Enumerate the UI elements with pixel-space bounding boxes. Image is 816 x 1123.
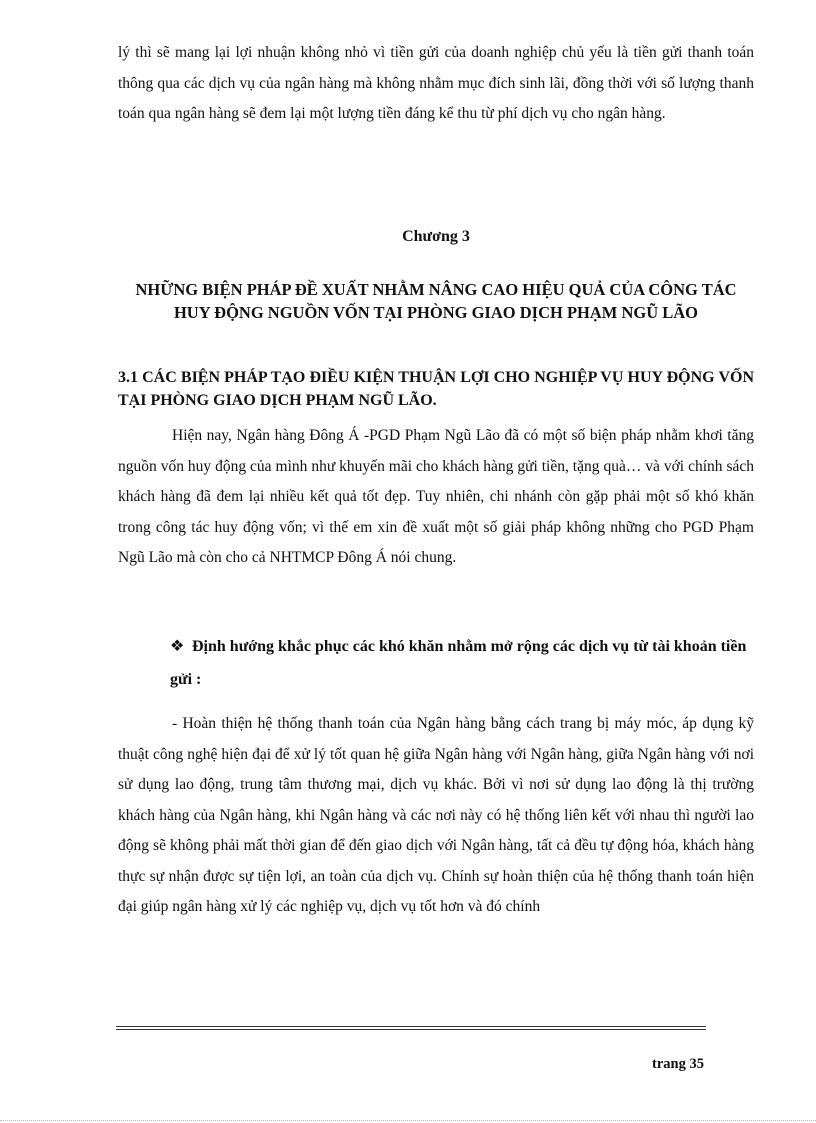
chapter-subtitle: NHỮNG BIỆN PHÁP ĐỀ XUẤT NHẰM NÂNG CAO HIỆU QUẢ CỦA CÔNG TÁC HUY ĐỘNG NGUỒN VỐN TẠI PHÒNG GIAO DỊCH PHẠM NGŨ LÃO xyxy=(135,280,737,322)
page-bottom-border xyxy=(0,1120,816,1122)
footer-divider xyxy=(116,1026,706,1030)
page-number: trang 35 xyxy=(652,1056,704,1072)
section-heading: 3.1 CÁC BIỆN PHÁP TẠO ĐIỀU KIỆN THUẬN LỢI CHO NGHIỆP VỤ HUY ĐỘNG VỐN TẠI PHÒNG GIAO DỊCH PHẠM NGŨ LÃO. xyxy=(118,369,754,409)
bullet-item xyxy=(170,630,754,696)
chapter-title: Chương 3 xyxy=(402,228,470,245)
section-paragraph: Hiện nay, Ngân hàng Đông Á -PGD Phạm Ngũ Lão đã có một số biện pháp nhằm khơi tăng nguồn vốn huy động của mình như khuyến mãi cho khách hàng gửi tiền, tặng quà… và với chính sách khách hàng đã đem lại nhiều kết quả tốt đẹp. Tuy nhiên, chi nhánh còn gặp phải một số khó khăn trong công tác huy động vốn; vì thế em xin đề xuất một số giải pháp không những cho PGD Phạm Ngũ Lão mà còn cho cả NHTMCP Đông Á nói chung. xyxy=(118,427,754,566)
body-paragraph: - Hoàn thiện hệ thống thanh toán của Ngân hàng bằng cách trang bị máy móc, áp dụng kỹ thuật công nghệ hiện đại để xử lý tốt quan hệ giữa Ngân hàng với Ngân hàng, giữa Ngân hàng với nơi sử dụng lao động, trung tâm thương mại, dịch vụ khác. Bởi vì nơi sử dụng lao động là thị trường khách hàng của Ngân hàng, khi Ngân hàng và các nơi này có hệ thống liên kết với nhau thì người lao động sẽ không phải mất thời gian để đến giao dịch với Ngân hàng, tất cả đều tự động hóa, khách hàng thực sự nhận được sự tiện lợi, an toàn của dịch vụ. Chính sự hoàn thiện của hệ thống thanh toán hiện đại giúp ngân hàng xử lý các nghiệp vụ, dịch vụ tốt hơn và đó chính xyxy=(118,715,754,915)
bullet-text: Định hướng khắc phục các khó khăn nhằm mở rộng các dịch vụ từ tài khoản tiền gửi : xyxy=(170,638,747,688)
diamond-bullet-icon: ❖ xyxy=(170,638,185,655)
intro-paragraph: lý thì sẽ mang lại lợi nhuận không nhỏ vì tiền gửi của doanh nghiệp chủ yếu là tiền gửi thanh toán thông qua các dịch vụ của ngân hàng mà không nhằm mục đích sinh lãi, đồng thời với số lượng thanh toán qua ngân hàng sẽ đem lại một lượng tiền đáng kể thu từ phí dịch vụ cho ngân hàng. xyxy=(118,44,754,122)
